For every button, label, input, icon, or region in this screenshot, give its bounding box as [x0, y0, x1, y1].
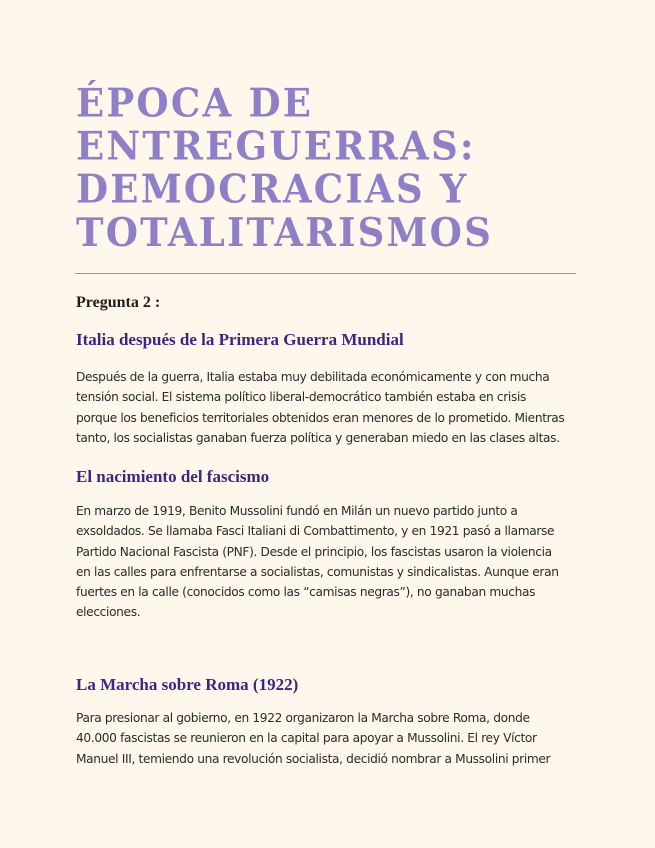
- title-line: ÉPOCA DE: [76, 79, 314, 127]
- document-title: [76, 79, 596, 256]
- title-line: TOTALITARISMOS: [76, 209, 494, 256]
- section-paragraph: [76, 708, 586, 769]
- paragraph-line: porque los beneficios territoriales obtenidos eran menores de lo prometido. Mientras: [76, 410, 565, 425]
- paragraph-line: fuertes en la calle (conocidos como las “camisas negras”), no ganaban muchas: [76, 585, 536, 600]
- paragraph-line: tanto, los socialistas ganaban fuerza política y generaban miedo en las clases altas.: [76, 430, 560, 445]
- paragraph-line: Para presionar al gobierno, en 1922 organizaron la Marcha sobre Roma, donde: [76, 711, 530, 725]
- paragraph-line: exsoldados. Se llamaba Fasci Italiani di Combattimento, y en 1921 pasó a llamarse: [76, 524, 555, 539]
- paragraph-line: en las calles para enfrentarse a socialistas, comunistas y sindicalistas. Aunque eran: [76, 564, 559, 579]
- title-line: DEMOCRACIAS Y: [76, 166, 469, 213]
- title-line: ENTREGUERRAS:: [76, 122, 476, 170]
- paragraph-line: Después de la guerra, Italia estaba muy debilitada económicamente y con mucha: [76, 370, 550, 384]
- paragraph-line: elecciones.: [76, 605, 141, 620]
- question-label: Pregunta 2 :: [76, 294, 161, 311]
- paragraph-line: Manuel III, temiendo una revolución socialista, decidió nombrar a Mussolini primer: [76, 751, 551, 766]
- section-paragraph: [76, 367, 586, 448]
- section-heading: El nacimiento del fascismo: [76, 467, 270, 486]
- section-paragraph: [76, 501, 586, 623]
- section-heading: Italia después de la Primera Guerra Mundial: [76, 330, 404, 349]
- paragraph-line: En marzo de 1919, Benito Mussolini fundó en Milán un nuevo partido junto a: [76, 504, 518, 518]
- section-heading: La Marcha sobre Roma (1922): [76, 675, 299, 694]
- paragraph-line: 40.000 fascistas se reunieron en la capital para apoyar a Mussolini. El rey Víctor: [76, 731, 537, 746]
- paragraph-line: tensión social. El sistema político liberal-democrático también estaba en crisis: [76, 390, 526, 405]
- paragraph-line: Partido Nacional Fascista (PNF). Desde el principio, los fascistas usaron la violencia: [76, 544, 552, 559]
- title-divider: [75, 273, 576, 274]
